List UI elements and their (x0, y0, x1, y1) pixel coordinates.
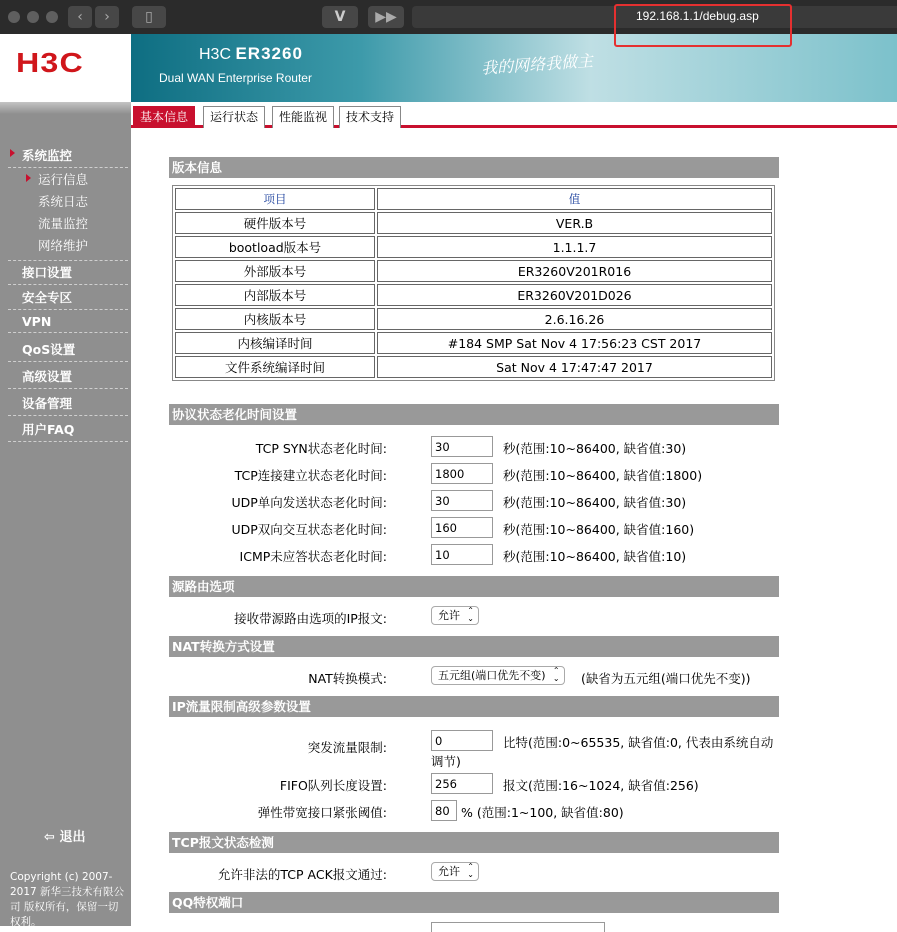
section-ip-limit: IP流量限制高级参数设置 (169, 696, 779, 717)
url-text[interactable]: 192.168.1.1/debug.asp (636, 9, 759, 23)
window-close-button[interactable] (8, 11, 20, 23)
field-label: 弹性带宽接口紧张阈值: (257, 805, 387, 820)
section-aging: 协议状态老化时间设置 (169, 404, 779, 425)
field-note: 秒(范围:10~86400, 缺省值:10) (503, 549, 687, 564)
field-note: 比特(范围:0~65535, 缺省值:0, 代表由系统自动 (503, 735, 774, 750)
field-label: TCP SYN状态老化时间: (255, 441, 387, 456)
back-button[interactable]: ‹ (68, 6, 92, 28)
col-item: 项目 (175, 188, 375, 210)
cell-value: 2.6.16.26 (377, 308, 772, 330)
field-note: 秒(范围:10~86400, 缺省值:1800) (503, 468, 703, 483)
table-header-row (175, 188, 772, 210)
source-route-row (169, 606, 779, 628)
burst-limit-input[interactable] (431, 730, 493, 751)
table-row (175, 356, 772, 378)
chevron-down-icon: ⌄ (467, 870, 474, 879)
table-row (175, 260, 772, 282)
fifo-row (169, 773, 779, 795)
sidebar-item-qos[interactable]: QoS设置 (8, 340, 128, 362)
sidebar-item-advanced[interactable]: 高级设置 (8, 367, 128, 389)
aging-row-tcp-syn (169, 436, 779, 458)
select-value: 允许 (438, 609, 460, 622)
sidebar-item-interface[interactable]: 接口设置 (8, 260, 128, 285)
section-qq: QQ特权端口 (169, 892, 779, 913)
cell-label: 文件系统编译时间 (175, 356, 375, 378)
field-label: 接收带源路由选项的IP报文: (234, 611, 387, 626)
table-row (175, 236, 772, 258)
section-nat: NAT转换方式设置 (169, 636, 779, 657)
sidebar (0, 102, 131, 926)
qq-port-input[interactable] (431, 922, 605, 932)
sidebar-item-device-mgmt[interactable]: 设备管理 (8, 394, 128, 416)
version-table (172, 185, 775, 381)
h3c-logo: H3C (16, 47, 84, 78)
section-source-route: 源路由选项 (169, 576, 779, 597)
logout-icon: ⇦ (44, 830, 55, 845)
tcp-ack-row (169, 862, 779, 884)
logout-label: 退出 (59, 830, 86, 845)
sidebar-toggle-icon[interactable]: ▯ (132, 6, 166, 28)
cell-value: ER3260V201D026 (377, 284, 772, 306)
field-note: % (范围:1~100, 缺省值:80) (461, 805, 624, 820)
chevron-down-icon: ⌄ (467, 614, 474, 623)
cell-label: 内部版本号 (175, 284, 375, 306)
model-subtitle: Dual WAN Enterprise Router (159, 71, 312, 85)
col-value: 值 (377, 188, 772, 210)
field-label: 允许非法的TCP ACK报文通过: (217, 867, 387, 882)
sidebar-item-system-monitor[interactable]: 系统监控 (8, 146, 128, 168)
field-note: 秒(范围:10~86400, 缺省值:30) (503, 441, 687, 456)
slogan: 我的网络我做主 (480, 51, 594, 78)
select-value: 允许 (438, 865, 460, 878)
udp-dual-aging-input[interactable] (431, 517, 493, 538)
cell-label: 外部版本号 (175, 260, 375, 282)
sidebar-subitem-run-info[interactable]: 运行信息 (38, 172, 89, 187)
cell-value: #184 SMP Sat Nov 4 17:56:23 CST 2017 (377, 332, 772, 354)
cell-label: 内核编译时间 (175, 332, 375, 354)
sidebar-subitem-traffic-monitor[interactable]: 流量监控 (38, 216, 89, 231)
reader-icon[interactable]: ▶▶ (368, 6, 404, 28)
field-note: (缺省为五元组(端口优先不变)) (581, 671, 751, 686)
model-title: H3C ER3260 (199, 44, 303, 63)
field-label: NAT转换模式: (308, 671, 387, 686)
field-label: 突发流量限制: (307, 740, 387, 755)
table-row (175, 332, 772, 354)
field-note: 秒(范围:10~86400, 缺省值:160) (503, 522, 695, 537)
aging-row-tcp-est (169, 463, 779, 485)
field-label: UDP双向交互状态老化时间: (231, 522, 387, 537)
cell-value: 1.1.1.7 (377, 236, 772, 258)
fifo-length-input[interactable] (431, 773, 493, 794)
section-tcp-check: TCP报文状态检测 (169, 832, 779, 853)
select-value: 五元组(端口优先不变) (438, 669, 546, 682)
cell-value: VER.B (377, 212, 772, 234)
sidebar-item-faq[interactable]: 用户FAQ (8, 420, 128, 442)
elastic-threshold-input[interactable] (431, 800, 457, 821)
extension-icon[interactable]: V (322, 6, 358, 28)
cell-value: Sat Nov 4 17:47:47 2017 (377, 356, 772, 378)
sidebar-item-vpn[interactable]: VPN (8, 314, 128, 333)
active-sub-arrow-icon (26, 174, 31, 182)
sidebar-subitem-network-maintenance[interactable]: 网络维护 (38, 238, 89, 253)
cell-label: bootload版本号 (175, 236, 375, 258)
field-note-wrap: 调节) (431, 754, 461, 769)
field-label: TCP连接建立状态老化时间: (234, 468, 387, 483)
nat-mode-select[interactable] (431, 666, 565, 685)
tab-tech-support[interactable]: 技术支持 (339, 106, 401, 128)
aging-row-udp-single (169, 490, 779, 512)
udp-single-aging-input[interactable] (431, 490, 493, 511)
field-note: 报文(范围:16~1024, 缺省值:256) (503, 778, 699, 793)
tab-basic-info[interactable]: 基本信息 (133, 106, 195, 128)
tcp-est-aging-input[interactable] (431, 463, 493, 484)
field-note: 秒(范围:10~86400, 缺省值:30) (503, 495, 687, 510)
highlight-box (614, 4, 792, 47)
elastic-row (169, 800, 779, 822)
nat-row (169, 666, 779, 688)
cell-label: 硬件版本号 (175, 212, 375, 234)
icmp-aging-input[interactable] (431, 544, 493, 565)
window-minimize-button[interactable] (27, 11, 39, 23)
tab-perf-monitor[interactable]: 性能监视 (272, 106, 334, 128)
sidebar-subitem-system-log[interactable]: 系统日志 (38, 194, 89, 209)
aging-row-icmp (169, 544, 779, 566)
tcp-ack-select[interactable] (431, 862, 479, 881)
table-row (175, 284, 772, 306)
forward-button[interactable]: › (95, 6, 119, 28)
copyright: Copyright (c) 2007-2017 新华三技术有限公司 版权所有，保留一切权利。 (10, 871, 125, 928)
aging-row-udp-dual (169, 517, 779, 539)
field-label: UDP单向发送状态老化时间: (231, 495, 387, 510)
cell-label: 内核版本号 (175, 308, 375, 330)
section-version: 版本信息 (169, 157, 779, 178)
field-label: FIFO队列长度设置: (279, 778, 387, 793)
field-label: ICMP未应答状态老化时间: (239, 549, 387, 564)
logout-button[interactable] (44, 826, 85, 845)
chevron-down-icon: ⌄ (552, 674, 560, 683)
burst-row (169, 730, 779, 769)
table-row (175, 212, 772, 234)
cell-value: ER3260V201R016 (377, 260, 772, 282)
sidebar-item-security[interactable]: 安全专区 (8, 288, 128, 310)
tcp-syn-aging-input[interactable] (431, 436, 493, 457)
tab-bar (131, 102, 897, 128)
window-zoom-button[interactable] (46, 11, 58, 23)
table-row (175, 308, 772, 330)
source-route-select[interactable] (431, 606, 479, 625)
tab-run-status[interactable]: 运行状态 (203, 106, 265, 128)
